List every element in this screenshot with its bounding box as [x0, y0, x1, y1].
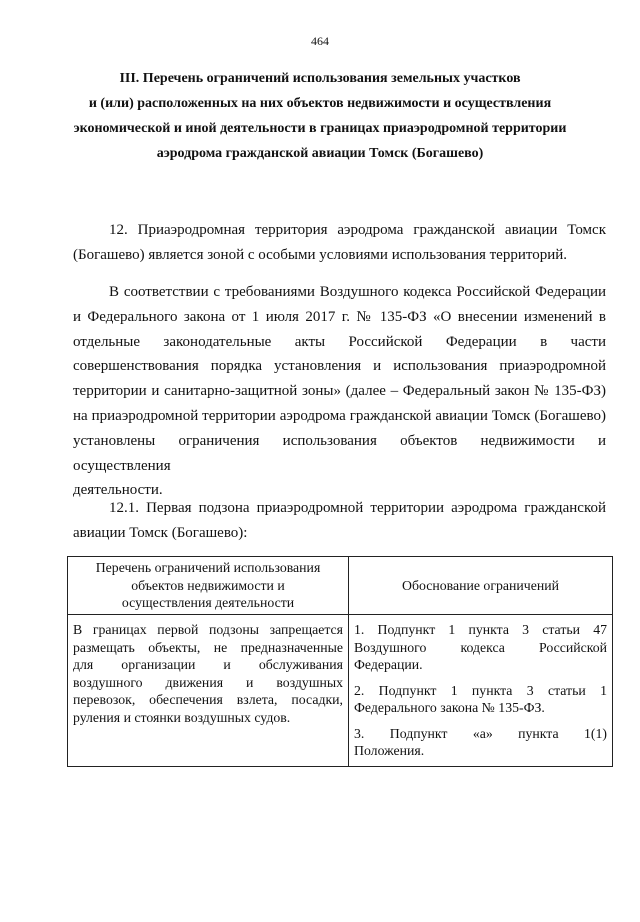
heading-line: экономической и иной деятельности в границах приаэродромной территории [73, 121, 567, 136]
table-row [68, 615, 613, 767]
paragraph-line: 12. Приаэродромная территория аэродрома гражданской авиации Томск [109, 222, 606, 238]
section-heading [60, 66, 580, 166]
restriction-line: В границах первой подзоны запрещается [73, 622, 343, 637]
paragraph-line: авиации Томск (Богашево): [73, 524, 248, 541]
paragraph-line: 12.1. Первая подзона приаэродромной территории аэродрома гражданской [109, 500, 606, 516]
paragraph-line: и Федерального закона от 1 июля 2017 г. № 135-ФЗ «О внесении изменений в [73, 308, 606, 325]
header-line: объектов недвижимости и [131, 577, 285, 593]
header-line: Перечень ограничений использования [95, 560, 321, 576]
restriction-line: для организации и обслуживания [73, 657, 343, 672]
paragraph-line: (Богашево) является зоной с особыми условиями использования территорий. [73, 246, 568, 263]
heading-line: III. Перечень ограничений использования земельных участков [119, 71, 521, 86]
table-header-row [68, 557, 613, 615]
restriction-line: воздушного движения и воздушных [73, 674, 343, 690]
basis-line: Положения. [354, 743, 425, 758]
basis-item [354, 621, 607, 674]
paragraph-line: установлены ограничения использования объектов недвижимости и осуществления [73, 432, 606, 474]
basis-item [354, 725, 607, 760]
paragraph-line: совершенствования порядка установления и использования приаэродромной [73, 358, 606, 375]
paragraph-legal-basis [73, 280, 606, 503]
page-number: 464 [311, 34, 329, 48]
paragraph-line: территории и санитарно-защитной зоны» (далее – Федеральный закон № 135-ФЗ) [73, 383, 606, 400]
basis-line: 2. Подпункт 1 пункта 3 статьи 1 [354, 682, 607, 698]
basis-line: 1. Подпункт 1 пункта 3 статьи 47 [354, 622, 607, 637]
heading-line: и (или) расположенных на них объектов недвижимости и осуществления [88, 96, 552, 111]
basis-item [354, 682, 607, 717]
heading-line: аэродрома гражданской авиации Томск (Богашево) [156, 146, 484, 161]
paragraph-12-1 [73, 496, 606, 546]
header-line: осуществления деятельности [121, 595, 295, 611]
basis-line: 3. Подпункт «а» пункта 1(1) [354, 725, 607, 741]
restriction-line: руления и стоянки воздушных судов. [73, 709, 291, 725]
paragraph-line: деятельности. [73, 482, 163, 499]
header-basis: Обоснование ограничений [349, 557, 613, 615]
header-restrictions [68, 557, 349, 615]
basis-line: Федерального закона № 135-ФЗ. [354, 700, 545, 715]
paragraph-line: отдельные законодательные акты Российской Федерации в части [73, 333, 606, 350]
restriction-cell [68, 615, 349, 767]
restriction-line: размещать объекты, не предназначенные [73, 639, 343, 655]
restriction-line: перевозок, обеспечения взлета, посадки, [73, 692, 343, 707]
basis-line: Воздушного кодекса Российской [354, 639, 607, 655]
paragraph-line: В соответствии с требованиями Воздушного кодекса Российской Федерации [109, 284, 606, 300]
paragraph-12 [73, 218, 606, 268]
paragraph-line: на приаэродромной территории аэродрома гражданской авиации Томск (Богашево) [73, 407, 606, 424]
basis-line: Федерации. [354, 657, 423, 672]
basis-cell [349, 615, 613, 767]
restrictions-table [67, 556, 613, 767]
